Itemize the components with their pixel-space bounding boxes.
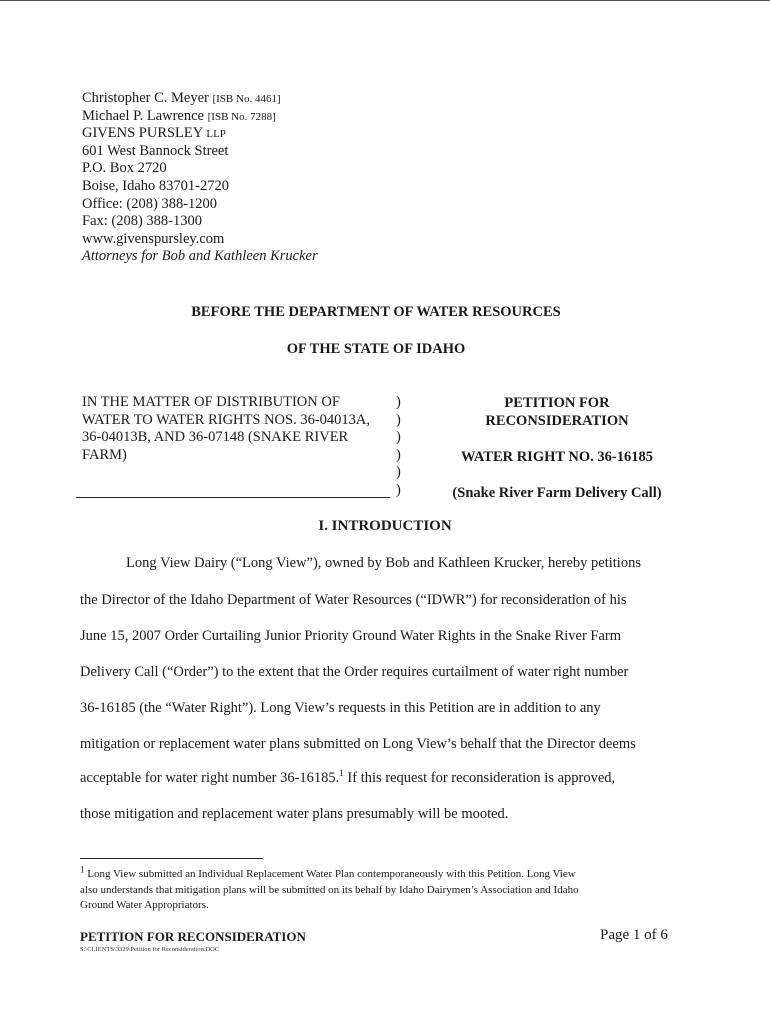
page-number: Page 1 of 6	[600, 927, 668, 943]
caption-paren: )	[396, 446, 401, 463]
po-box: P.O. Box 2720	[82, 160, 167, 177]
body-line: the Director of the Idaho Department of Water Resources (“IDWR”) for reconsideration of his	[80, 592, 627, 608]
caption-paren: )	[396, 481, 401, 498]
caption-paren-column	[396, 394, 401, 499]
caption-paren: )	[396, 464, 401, 480]
caption-paren: )	[396, 429, 401, 445]
page-top-edge	[0, 0, 770, 1]
city-state-zip: Boise, Idaho 83701-2720	[82, 177, 229, 194]
attorney-block	[82, 90, 318, 266]
body-line: mitigation or replacement water plans submitted on Long View’s behalf that the Director deems	[80, 736, 636, 752]
caption-paren: )	[396, 394, 401, 410]
caption-underline	[76, 497, 390, 498]
caption-line: 36-04013B, AND 36-07148 (SNAKE RIVER	[82, 429, 349, 445]
document-subtitle: (Snake River Farm Delivery Call)	[452, 485, 662, 501]
footer-file-path: S:\CLIENTS\3329\Petition for Reconsideration.DOC	[80, 946, 220, 953]
body-line	[80, 770, 615, 787]
water-right-number: WATER RIGHT NO. 36-16185	[460, 449, 653, 465]
attorneys-for-line: Attorneys for Bob and Kathleen Krucker	[82, 248, 318, 265]
document-title-line1: PETITION FOR	[504, 395, 610, 411]
footnote-line: also understands that mitigation plans will be submitted on its behalf by Idaho Dairymen’s Association and Idaho	[80, 883, 579, 896]
street-address: 601 West Bannock Street	[82, 142, 229, 159]
body-line: June 15, 2007 Order Curtailing Junior Priority Ground Water Rights in the Snake River Farm	[80, 628, 622, 644]
body-line: those mitigation and replacement water plans presumably will be mooted.	[80, 806, 509, 822]
office-phone: Office: (208) 388-1200	[82, 195, 218, 212]
firm-name-line: GIVENS PURSLEY LLP	[82, 125, 226, 142]
fax-number: Fax: (208) 388-1300	[82, 213, 203, 230]
footnote-line: $^1$ Long View submitted an Individual Replacement Water Plan contemporaneously with this Petition. Long View	[80, 864, 576, 880]
footnote-reference[interactable]: 1	[339, 768, 344, 779]
footnote-separator	[80, 858, 263, 859]
body-text: acceptable for water right number 36-16185.	[80, 770, 340, 786]
footnote-marker: 1	[80, 864, 85, 875]
tribunal-heading: BEFORE THE DEPARTMENT OF WATER RESOURCES	[191, 304, 561, 320]
website: www.givenspursley.com	[82, 230, 225, 247]
body-line: Long View Dairy (“Long View”), owned by Bob and Kathleen Krucker, hereby petitions	[126, 555, 641, 571]
body-text: If this request for reconsideration is approved,	[343, 770, 616, 786]
attorney-line: Michael P. Lawrence [ISB No. 7288]	[82, 107, 276, 124]
footnote	[80, 864, 579, 914]
tribunal-subheading: OF THE STATE OF IDAHO	[286, 341, 466, 357]
attorney-line: Christopher C. Meyer [ISB No. 4461]	[82, 90, 281, 106]
caption-line: FARM)	[82, 446, 127, 463]
body-line: Delivery Call (“Order”) to the extent that the Order requires curtailment of water right number	[80, 664, 629, 680]
case-caption-matter	[82, 394, 370, 464]
caption-line: IN THE MATTER OF DISTRIBUTION OF	[82, 394, 340, 410]
caption-line: WATER TO WATER RIGHTS NOS. 36-04013A,	[82, 411, 370, 428]
caption-paren: )	[396, 411, 401, 428]
section-heading: I. INTRODUCTION	[318, 518, 452, 534]
footnote-line: Ground Water Appropriators.	[80, 899, 209, 911]
body-line: 36-16185 (the “Water Right”). Long View’s requests in this Petition are in addition to any	[80, 700, 601, 716]
document-title-line2: RECONSIDERATION	[485, 413, 629, 429]
footer-document-title: PETITION FOR RECONSIDERATION	[80, 929, 306, 944]
